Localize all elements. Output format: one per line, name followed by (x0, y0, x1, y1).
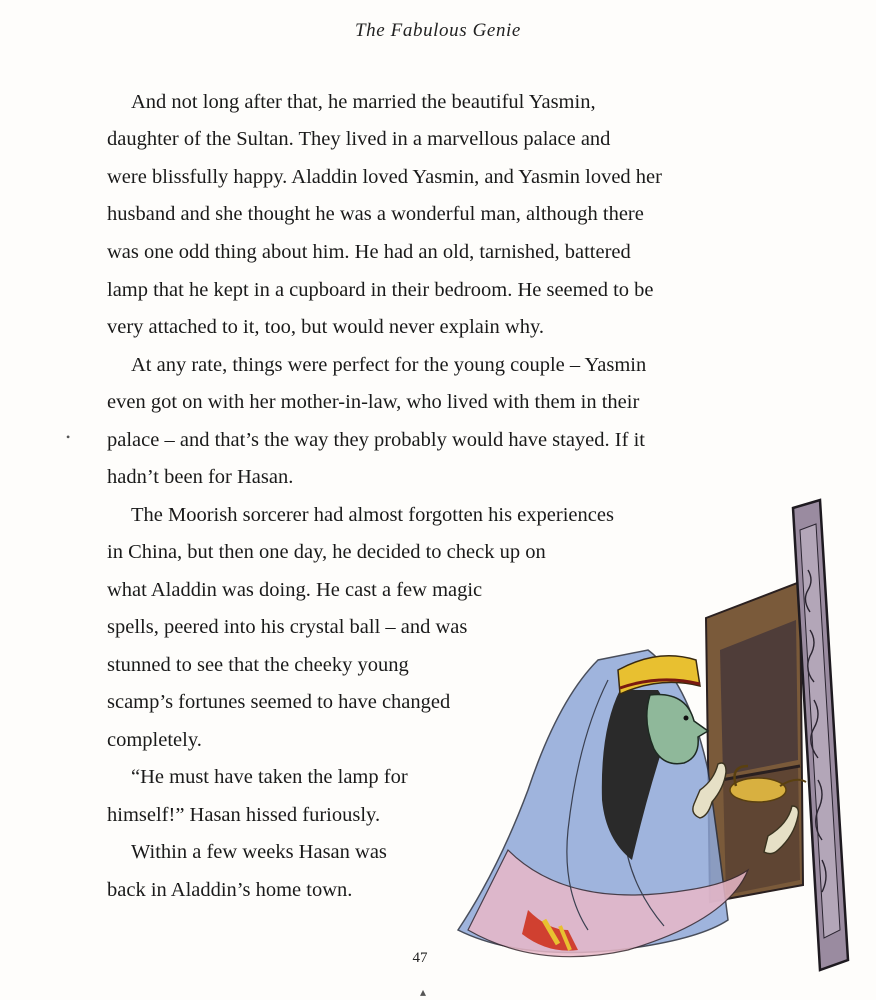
text-line: “He must have taken the lamp for (131, 766, 408, 788)
print-speck: ▴ (420, 985, 427, 999)
text-line: very attached to it, too, but would never explain why. (107, 316, 545, 338)
text-line: was one odd thing about him. He had an old, tarnished, battered (107, 241, 631, 263)
text-line: stunned to see that the cheeky young (107, 654, 409, 676)
text-line: palace – and that’s the way they probably would have stayed. If it (107, 429, 645, 451)
text-line: lamp that he kept in a cupboard in their bedroom. He seemed to be (107, 279, 654, 301)
print-speck: • (66, 430, 71, 444)
text-line: even got on with her mother-in-law, who lived with them in their (107, 391, 640, 413)
text-line: husband and she thought he was a wonderful man, although there (107, 203, 644, 225)
text-line: scamp’s fortunes seemed to have changed (107, 691, 451, 713)
text-line: daughter of the Sultan. They lived in a marvellous palace and (107, 128, 611, 150)
text-line: The Moorish sorcerer had almost forgotten his experiences (131, 504, 614, 526)
text-line: At any rate, things were perfect for the young couple – Yasmin (131, 354, 647, 376)
running-head-title: The Fabulous Genie (355, 20, 521, 41)
text-line: Within a few weeks Hasan was (131, 841, 387, 863)
text-line: hadn’t been for Hasan. (107, 466, 294, 488)
sorcerer-illustration (448, 490, 876, 990)
text-line: in China, but then one day, he decided to check up on (107, 541, 546, 563)
text-line: himself!” Hasan hissed furiously. (107, 804, 381, 826)
text-line: And not long after that, he married the beautiful Yasmin, (131, 91, 596, 113)
text-line: completely. (107, 729, 202, 751)
page-number: 47 (412, 950, 428, 966)
text-line: back in Aladdin’s home town. (107, 879, 353, 901)
text-line: were blissfully happy. Aladdin loved Yasmin, and Yasmin loved her (107, 166, 662, 188)
cupboard (706, 582, 806, 902)
text-line: spells, peered into his crystal ball – and was (107, 616, 468, 638)
text-line: what Aladdin was doing. He cast a few magic (107, 579, 483, 601)
